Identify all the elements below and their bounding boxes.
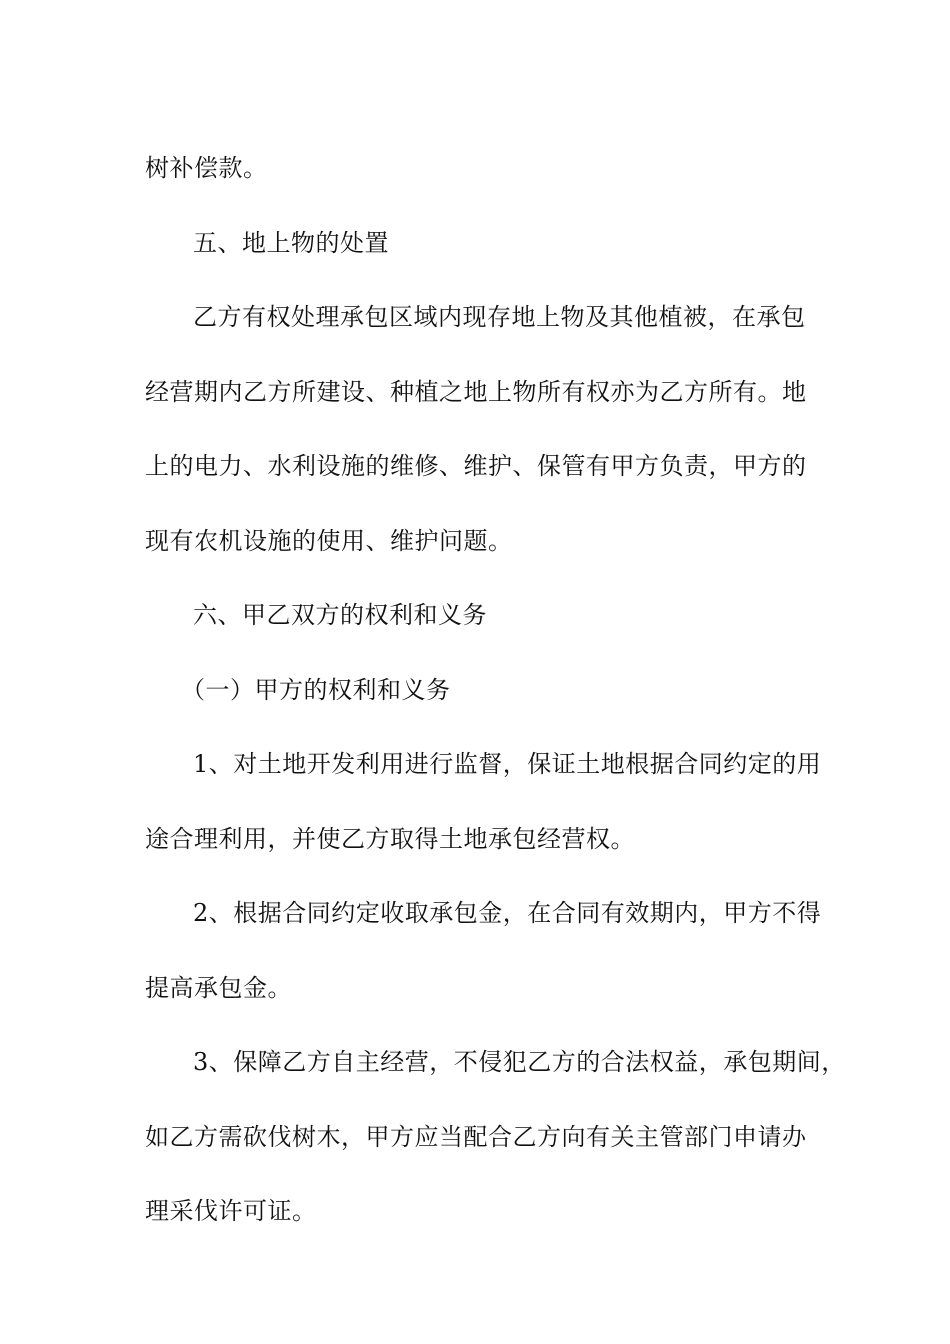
document-body: [145, 131, 846, 1249]
clause-line: 3、保障乙方自主经营，不侵犯乙方的合法权益，承包期间，: [193, 1048, 846, 1076]
subsection-heading: （一）甲方的权利和义务: [181, 675, 451, 704]
clause-line: 如乙方需砍伐树木，甲方应当配合乙方向有关主管部门申请办: [145, 1122, 807, 1151]
clause-line: 提高承包金。: [145, 973, 292, 1002]
paragraph-line: 现有农机设施的使用、维护问题。: [145, 526, 513, 555]
paragraph-line: 上的电力、水利设施的维修、维护、保管有甲方负责，甲方的: [145, 452, 807, 480]
clause-line: 2、根据合同约定收取承包金，在合同有效期内，甲方不得: [193, 899, 822, 927]
paragraph-line: 树补偿款。: [145, 154, 268, 182]
paragraph-line: 乙方有权处理承包区域内现存地上物及其他植被，在承包: [193, 303, 806, 331]
section-heading-six: 六、甲乙双方的权利和义务: [193, 601, 487, 629]
clause-line: 1、对土地开发利用进行监督，保证土地根据合同约定的用: [193, 750, 822, 778]
clause-line: 理采伐许可证。: [145, 1197, 317, 1225]
section-heading-five: 五、地上物的处置: [193, 228, 389, 257]
paragraph-line: 经营期内乙方所建设、种植之地上物所有权亦为乙方所有。地: [145, 377, 807, 406]
clause-line: 途合理利用，并使乙方取得土地承包经营权。: [145, 824, 635, 853]
